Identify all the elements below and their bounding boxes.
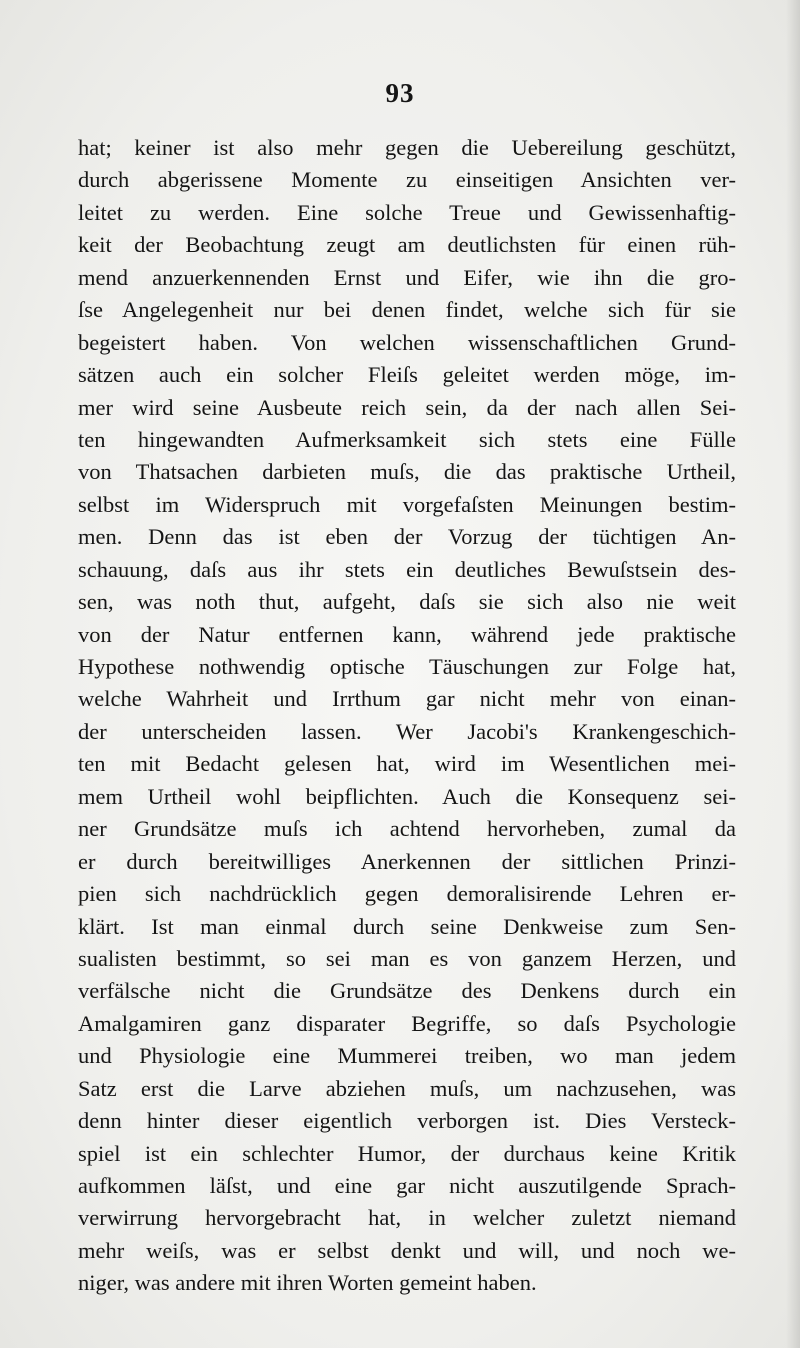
text-line: von Thatsachen darbieten muſs, die das praktische Urtheil,: [78, 459, 736, 485]
text-line: sualisten bestimmt, so sei man es von ganzem Herzen, und: [78, 945, 736, 971]
text-line: durch abgerissene Momente zu einseitigen Ansichten ver-: [78, 167, 736, 193]
text-line: verfälsche nicht die Grundsätze des Denkens durch ein: [78, 978, 736, 1004]
text-line: pien sich nachdrücklich gegen demoralisirende Lehren er-: [78, 881, 736, 907]
text-line: und Physiologie eine Mummerei treiben, wo man jedem: [78, 1043, 736, 1069]
text-line: ten mit Bedacht gelesen hat, wird im Wesentlichen mei-: [78, 751, 736, 777]
text-line: selbst im Widerspruch mit vorgefaſsten Meinungen bestim-: [78, 491, 736, 517]
text-line: welche Wahrheit und Irrthum gar nicht mehr von einan-: [78, 686, 736, 712]
text-line: hat; keiner ist also mehr gegen die Uebereilung geschützt,: [78, 135, 736, 160]
text-line: denn hinter dieser eigentlich verborgen ist. Dies Versteck-: [78, 1108, 736, 1134]
text-line: keit der Beobachtung zeugt am deutlichsten für einen rüh-: [78, 232, 736, 258]
text-line: der unterscheiden lassen. Wer Jacobi's Krankengeschich-: [78, 718, 736, 744]
text-line: ner Grundsätze muſs ich achtend hervorheben, zumal da: [78, 816, 736, 842]
text-line: Hypothese nothwendig optische Täuschungen zur Folge hat,: [78, 654, 736, 679]
text-line: mem Urtheil wohl beipflichten. Auch die Konsequenz sei-: [78, 783, 736, 809]
text-line: verwirrung hervorgebracht hat, in welcher zuletzt niemand: [78, 1205, 736, 1231]
text-line: Satz erst die Larve abziehen muſs, um nachzusehen, was: [78, 1075, 736, 1101]
text-line: von der Natur entfernen kann, während jede praktische: [78, 621, 736, 647]
text-line-last: niger, was andere mit ihren Worten gemeint haben.: [78, 1270, 537, 1296]
text-line: leitet zu werden. Eine solche Treue und Gewissenhaftig-: [78, 199, 736, 225]
text-line: er durch bereitwilliges Anerkennen der sittlichen Prinzi-: [78, 848, 736, 874]
text-line: ſse Angelegenheit nur bei denen findet, welche sich für sie: [78, 297, 736, 323]
text-line: sätzen auch ein solcher Fleiſs geleitet werden möge, im-: [78, 362, 736, 388]
text-line: mehr weiſs, was er selbst denkt und will, und noch we-: [78, 1237, 736, 1263]
body-text: [78, 132, 736, 1300]
text-line: aufkommen läſst, und eine gar nicht auszutilgende Sprach-: [78, 1173, 736, 1198]
text-line: Amalgamiren ganz disparater Begriffe, so daſs Psychologie: [78, 1010, 736, 1036]
page-edge-shadow: [786, 0, 800, 1348]
text-line: mend anzuerkennenden Ernst und Eifer, wie ihn die gro-: [78, 264, 736, 290]
text-line: mer wird seine Ausbeute reich sein, da der nach allen Sei-: [78, 394, 736, 420]
text-line: schauung, daſs aus ihr stets ein deutliches Bewuſstsein des-: [78, 556, 736, 582]
text-line: men. Denn das ist eben der Vorzug der tüchtigen An-: [78, 524, 736, 550]
text-line: begeistert haben. Von welchen wissenschaftlichen Grund-: [78, 329, 736, 355]
text-line: sen, was noth thut, aufgeht, daſs sie sich also nie weit: [78, 589, 736, 615]
text-line: spiel ist ein schlechter Humor, der durchaus keine Kritik: [78, 1140, 736, 1166]
page-number: 93: [385, 78, 415, 108]
text-line: ten hingewandten Aufmerksamkeit sich stets eine Fülle: [78, 426, 736, 452]
text-line: klärt. Ist man einmal durch seine Denkweise zum Sen-: [78, 913, 736, 939]
